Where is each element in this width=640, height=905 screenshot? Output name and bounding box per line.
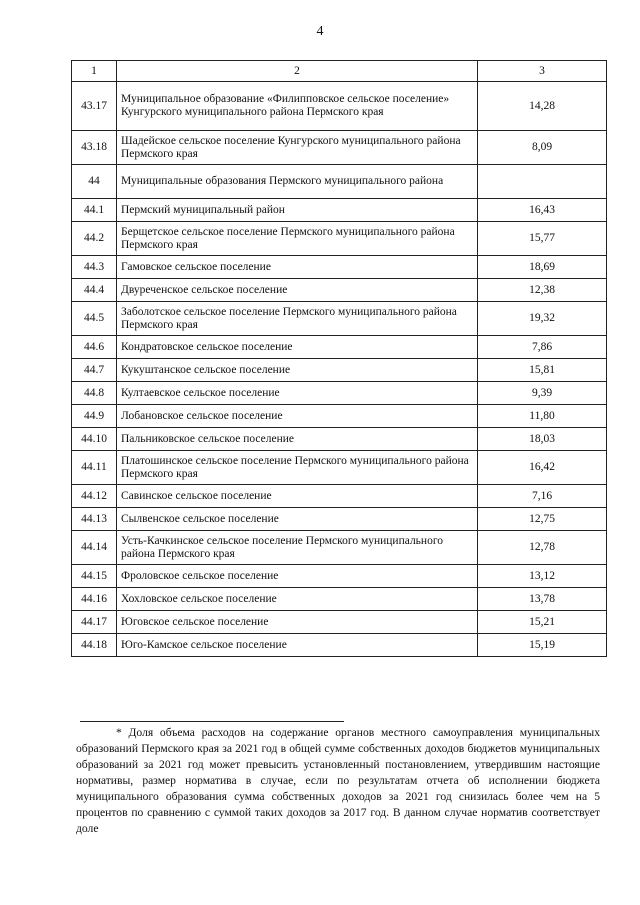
row-number: 44.11 [72, 451, 117, 485]
row-value: 12,75 [478, 508, 607, 531]
table-row [72, 336, 607, 359]
footnote-separator [80, 721, 344, 722]
row-value: 16,43 [478, 199, 607, 222]
row-number: 44.18 [72, 634, 117, 657]
row-name: Муниципальные образования Пермского муниципального района [117, 165, 478, 199]
row-name: Пальниковское сельское поселение [117, 428, 478, 451]
row-number: 44.8 [72, 382, 117, 405]
row-value: 14,28 [478, 82, 607, 131]
row-name: Муниципальное образование «Филипповское сельское поселение» Кунгурского муниципального района Пермского края [117, 82, 478, 131]
row-number: 44.10 [72, 428, 117, 451]
table-row [72, 428, 607, 451]
row-value: 12,38 [478, 279, 607, 302]
row-number: 44.12 [72, 485, 117, 508]
row-number: 44.6 [72, 336, 117, 359]
table-row [72, 588, 607, 611]
row-name: Култаевское сельское поселение [117, 382, 478, 405]
row-value: 12,78 [478, 531, 607, 565]
row-number: 43.18 [72, 131, 117, 165]
row-name: Берщетское сельское поселение Пермского муниципального района Пермского края [117, 222, 478, 256]
row-number: 44.4 [72, 279, 117, 302]
row-name: Двуреченское сельское поселение [117, 279, 478, 302]
row-number: 44.2 [72, 222, 117, 256]
row-number: 44.9 [72, 405, 117, 428]
row-value: 8,09 [478, 131, 607, 165]
row-value: 15,19 [478, 634, 607, 657]
row-value: 7,16 [478, 485, 607, 508]
footnote [76, 725, 600, 837]
table-row [72, 508, 607, 531]
table-row [72, 131, 607, 165]
row-value: 11,80 [478, 405, 607, 428]
row-name: Сылвенское сельское поселение [117, 508, 478, 531]
table-header-row [72, 61, 607, 82]
row-number: 44.13 [72, 508, 117, 531]
row-value: 13,78 [478, 588, 607, 611]
row-name: Шадейское сельское поселение Кунгурского муниципального района Пермского края [117, 131, 478, 165]
row-name: Кукуштанское сельское поселение [117, 359, 478, 382]
row-value: 16,42 [478, 451, 607, 485]
table-row [72, 199, 607, 222]
row-value: 15,81 [478, 359, 607, 382]
header-col-1: 1 [72, 61, 117, 82]
table-row [72, 165, 607, 199]
row-name: Пермский муниципальный район [117, 199, 478, 222]
row-number: 44.15 [72, 565, 117, 588]
row-name: Фроловское сельское поселение [117, 565, 478, 588]
row-number: 44.7 [72, 359, 117, 382]
row-value [478, 165, 607, 199]
row-name: Усть-Качкинское сельское поселение Пермского муниципального района Пермского края [117, 531, 478, 565]
table-body [72, 82, 607, 657]
row-value: 18,69 [478, 256, 607, 279]
row-number: 44.14 [72, 531, 117, 565]
table-row [72, 531, 607, 565]
table-row [72, 611, 607, 634]
header-col-3: 3 [478, 61, 607, 82]
row-value: 18,03 [478, 428, 607, 451]
row-value: 15,77 [478, 222, 607, 256]
row-number: 44.17 [72, 611, 117, 634]
row-value: 7,86 [478, 336, 607, 359]
row-name: Лобановское сельское поселение [117, 405, 478, 428]
norms-table [71, 60, 607, 657]
row-value: 15,21 [478, 611, 607, 634]
row-name: Юговское сельское поселение [117, 611, 478, 634]
table-row [72, 359, 607, 382]
row-name: Хохловское сельское поселение [117, 588, 478, 611]
table-row [72, 405, 607, 428]
row-number: 44.5 [72, 302, 117, 336]
row-value: 13,12 [478, 565, 607, 588]
table-row [72, 279, 607, 302]
row-number: 44 [72, 165, 117, 199]
row-name: Савинское сельское поселение [117, 485, 478, 508]
table-row [72, 222, 607, 256]
row-number: 44.16 [72, 588, 117, 611]
table-row [72, 485, 607, 508]
row-number: 44.3 [72, 256, 117, 279]
row-name: Заболотское сельское поселение Пермского муниципального района Пермского края [117, 302, 478, 336]
table-row [72, 382, 607, 405]
table-row [72, 256, 607, 279]
table-row [72, 302, 607, 336]
table-row [72, 565, 607, 588]
row-name: Юго-Камское сельское поселение [117, 634, 478, 657]
row-name: Платошинское сельское поселение Пермского муниципального района Пермского края [117, 451, 478, 485]
row-number: 43.17 [72, 82, 117, 131]
row-number: 44.1 [72, 199, 117, 222]
row-name: Кондратовское сельское поселение [117, 336, 478, 359]
table-row [72, 634, 607, 657]
page-number: 4 [316, 24, 324, 39]
table-row [72, 82, 607, 131]
header-col-2: 2 [117, 61, 478, 82]
row-name: Гамовское сельское поселение [117, 256, 478, 279]
table-row [72, 451, 607, 485]
footnote-text: * Доля объема расходов на содержание органов местного самоуправления муниципальных образований Пермского края за 2021 год в общей сумме собственных доходов бюджетов муниципальных образований за 2021 год может превысить установленный постановлением, утвердившим настоящие нормативы, размер норматива в случае, если по результатам отчета об исполнении бюджета муниципального образования сумма собственных доходов за 2021 год снизилась более чем на 5 процентов по сравнению с суммой таких доходов за 2017 год. В данном случае норматив соответствует доле [76, 726, 600, 835]
row-value: 19,32 [478, 302, 607, 336]
row-value: 9,39 [478, 382, 607, 405]
